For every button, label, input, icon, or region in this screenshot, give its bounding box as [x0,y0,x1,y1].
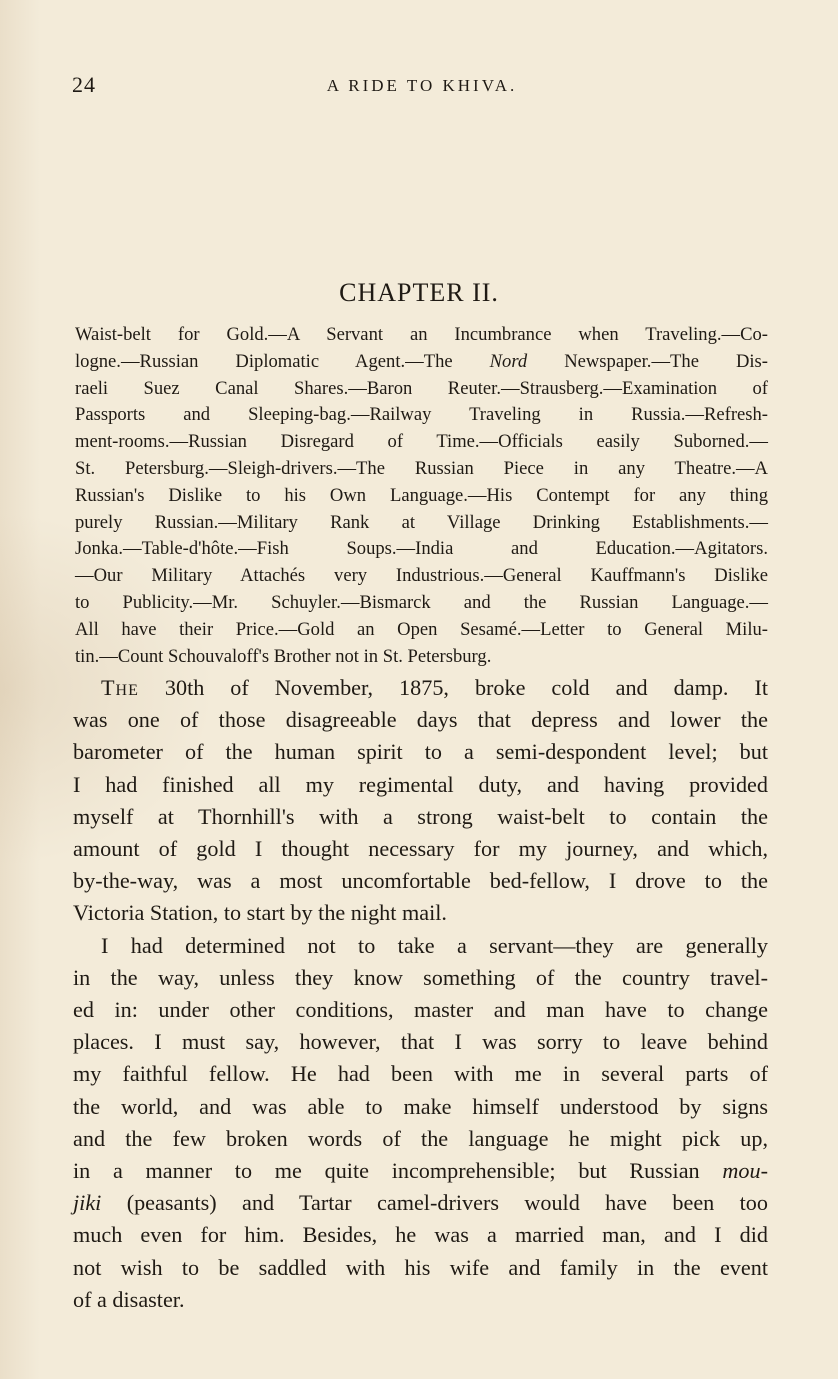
text-line: barometer of the human spirit to a semi-despondent level; but [73,739,768,765]
synopsis-line: logne.—Russian Diplomatic Agent.—The Nord Newspaper.—The Dis- [75,350,768,372]
text-line: my faithful fellow. He had been with me in several parts of [73,1061,768,1087]
page-number: 24 [72,72,96,97]
text-line: amount of gold I thought necessary for my journey, and which, [73,836,768,862]
text-line: I had determined not to take a servant—they are generally [101,932,768,958]
text-line: myself at Thornhill's with a strong waist-belt to contain the [73,803,768,829]
text-line: Victoria Station, to start by the night mail. [73,900,447,926]
chapter-title: CHAPTER II. [339,278,499,307]
synopsis-line: All have their Price.—Gold an Open Sesamé.—Letter to General Milu- [75,618,768,640]
text-line: and the few broken words of the language he might pick up, [73,1125,768,1151]
text-line: was one of those disagreeable days that depress and lower the [73,707,768,733]
text-line: of a disaster. [73,1286,185,1312]
text-line: ed in: under other conditions, master and man have to change [73,997,768,1023]
newspaper-name: Nord [489,350,528,372]
text-line: The 30th of November, 1875, broke cold and damp. It [101,675,768,700]
synopsis-line: —Our Military Attachés very Industrious.—General Kauffmann's Dislike [75,565,768,587]
synopsis-line: to Publicity.—Mr. Schuyler.—Bismarck and the Russian Language.— [75,591,768,613]
synopsis-line: purely Russian.—Military Rank at Village Drinking Establishments.— [75,511,768,533]
synopsis-line: tin.—Count Schouvaloff's Brother not in St. Petersburg. [75,645,492,667]
text-line: jiki (peasants) and Tartar camel-drivers would have been too [73,1190,768,1216]
italic-word: mou- [722,1158,768,1184]
text-line: places. I must say, however, that I was sorry to leave behind [73,1029,768,1055]
synopsis-line: ment-rooms.—Russian Disregard of Time.—Officials easily Suborned.— [75,431,768,453]
paragraph-1 [73,672,768,930]
text-line: in the way, unless they know something of the country travel- [73,964,768,990]
small-caps-opening: The [101,675,139,700]
text-line: not wish to be saddled with his wife and family in the event [73,1254,768,1280]
synopsis-line: raeli Suez Canal Shares.—Baron Reuter.—Strausberg.—Examination of [75,377,768,399]
text-line: much even for him. Besides, he was a married man, and I did [73,1222,768,1248]
running-header [72,72,772,102]
synopsis-line: Jonka.—Table-d'hôte.—Fish Soups.—India and Education.—Agitators. [75,538,768,560]
paragraph-2 [73,930,768,1316]
synopsis-line: St. Petersburg.—Sleigh-drivers.—The Russian Piece in any Theatre.—A [75,457,768,479]
text-line: I had finished all my regimental duty, and having provided [73,771,768,797]
running-title: A RIDE TO KHIVA. [326,76,518,95]
synopsis-line: Passports and Sleeping-bag.—Railway Traveling in Russia.—Refresh- [75,404,768,426]
text-line: the world, and was able to make himself understood by signs [73,1093,768,1119]
text-line: by-the-way, was a most uncomfortable bed-fellow, I drove to the [73,868,768,894]
chapter-synopsis [75,322,768,670]
synopsis-line: Waist-belt for Gold.—A Servant an Incumbrance when Traveling.—Co- [75,324,768,345]
synopsis-line: Russian's Dislike to his Own Language.—His Contempt for any thing [75,484,768,506]
text-line: in a manner to me quite incomprehensible; but Russian mou- [73,1158,768,1184]
body-text [73,672,768,1316]
italic-word: jiki [73,1190,102,1216]
